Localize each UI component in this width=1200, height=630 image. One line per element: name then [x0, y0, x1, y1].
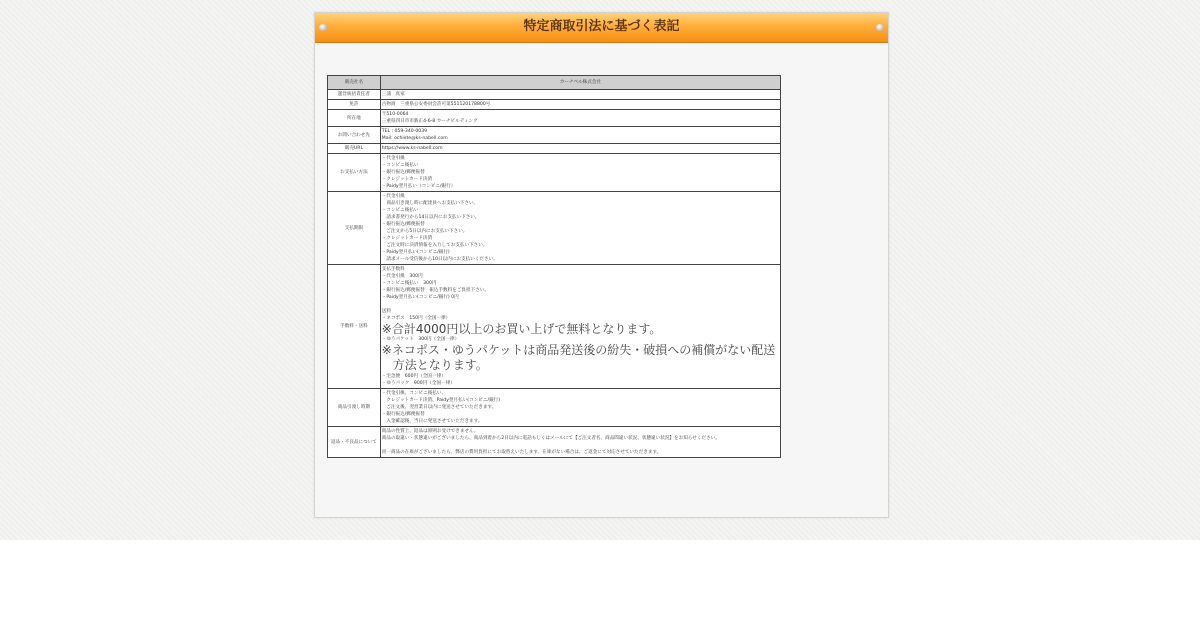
content-panel	[314, 12, 889, 518]
value-line: ご注文時に決済情報を入力してお支払い下さい。	[381, 243, 488, 248]
value-line: ご注文から5日以内にお支払い下さい。	[381, 229, 468, 234]
row-label: 所在地	[328, 110, 381, 127]
row-value	[380, 265, 780, 389]
row-value	[380, 144, 780, 154]
value-line: クレジットカード決済、Paidy翌月払い(コンビニ/銀行)	[381, 398, 500, 403]
value-line: ・Paidy翌月払い(コンビニ/銀行)	[381, 250, 450, 255]
row-value	[380, 427, 780, 458]
value-line: ・コンビニ後払い	[381, 163, 419, 168]
table-row	[328, 192, 781, 265]
value-line: 商品引き渡し時に配達員へお支払い下さい。	[381, 201, 479, 206]
value-line: 商品の取違い・状態違いがございましたら、商品到着から2日以内に電話もしくはメールにて【ご注文者名、商品間違い状況、状態違い状況】をお知らせください。	[381, 436, 720, 441]
header-label: 販売社名	[328, 76, 381, 90]
value-line: ・ゆうパック 900円（全国一律）	[381, 381, 455, 386]
row-label: 手数料・送料	[328, 265, 381, 389]
value-line: ・銀行振込/郵便振替	[381, 170, 425, 175]
row-value	[380, 192, 780, 265]
value-line: ・代金引換	[381, 156, 405, 161]
value-line: 入金確認後、当日に発送させていただきます。	[381, 419, 483, 424]
table-header-row	[328, 76, 781, 90]
table-row	[328, 100, 781, 110]
row-label: 免許	[328, 100, 381, 110]
value-line: ・代金引換 300円	[381, 274, 423, 279]
value-line: ・宅急便 600円（全国一律）	[381, 374, 446, 379]
row-value	[380, 110, 780, 127]
value-line: ・Paidy翌月払い（コンビニ/銀行）	[381, 184, 456, 189]
table-row	[328, 427, 781, 458]
value-line: 古物商 三重県公安委員会許可第551120178800号	[381, 102, 491, 107]
compensation-note: ※ネコポス・ゆうパケットは商品発送後の紛失・破損への補償がない配送方法となります。	[381, 343, 776, 372]
value-line: ・クレジットカード決済	[381, 236, 433, 241]
value-line: ・ゆうパケット 300円（全国一律）	[381, 337, 460, 342]
table-row	[328, 154, 781, 192]
row-label: 支払期限	[328, 192, 381, 265]
row-value	[380, 100, 780, 110]
header-value: カーナベル株式会社	[380, 76, 780, 90]
page-title: 特定商取引法に基づく表記	[523, 19, 680, 34]
row-label: 運営統括責任者	[328, 90, 381, 100]
value-line: ご注文後、翌営業日以内に発送させていただきます。	[381, 405, 497, 410]
value-line: ・Paidy翌月払い(コンビニ/銀行) 0円	[381, 295, 459, 300]
row-value	[380, 389, 780, 427]
value-line: 支払手数料	[381, 267, 405, 272]
info-table	[327, 75, 781, 458]
value-line: Mail: ochiete@ks-nabell.com	[381, 136, 448, 141]
row-label: 販売URL	[328, 144, 381, 154]
line-gap	[382, 301, 779, 308]
title-bar	[315, 13, 888, 43]
value-line: 請求メール受信後から10日以内にお支払いください。	[381, 257, 498, 262]
value-line: 三浦 真家	[381, 92, 405, 97]
value-line: 〒510-0064	[381, 112, 409, 117]
value-line: https://www.ks-nabell.com	[381, 146, 443, 151]
value-line: ・クレジットカード決済	[381, 177, 433, 182]
row-label: お支払い方法	[328, 154, 381, 192]
value-line: ・銀行振込/郵便振替	[381, 412, 425, 417]
value-line: 同一商品の在庫がございましたら、弊店の費用負担にてお取替えいたします。在庫がない場合は、ご返金にて対応させていただきます。	[381, 450, 662, 455]
row-label: お問い合わせ先	[328, 127, 381, 144]
value-line: 送料	[381, 309, 391, 314]
free-shipping-note: ※合計4000円以上のお買い上げで無料となります。	[381, 322, 662, 336]
table-row	[328, 389, 781, 427]
value-line: TEL : 059-340-0039	[381, 129, 428, 134]
value-line: ・コンビニ後払い 300円	[381, 281, 437, 286]
line-gap	[382, 442, 779, 449]
value-line: ・代金引換、コンビニ後払い、	[381, 391, 447, 396]
bullet-right-icon	[876, 24, 884, 31]
value-line: 商品の性質上、返品は原則お受けできません。	[381, 429, 479, 434]
table-row	[328, 110, 781, 127]
row-value	[380, 90, 780, 100]
value-line: ・銀行振込/郵便振替 振込手数料をご負担下さい。	[381, 288, 489, 293]
row-value	[380, 127, 780, 144]
table-row	[328, 265, 781, 389]
row-value	[380, 154, 780, 192]
value-line: ・代金引換	[381, 194, 405, 199]
value-line: ・銀行振込/郵便振替	[381, 222, 425, 227]
value-line: ・ネコポス 150円（全国一律）	[381, 316, 451, 321]
table-row	[328, 127, 781, 144]
value-line: ・コンビニ後払い	[381, 208, 419, 213]
row-label: 商品引渡し時期	[328, 389, 381, 427]
value-line: 三重県四日市市新正4-6-8 カーナビルディング	[381, 119, 478, 124]
row-label: 返品・不良品について	[328, 427, 381, 458]
table-row	[328, 144, 781, 154]
table-row	[328, 90, 781, 100]
value-line: 請求書発行から14日以内にお支払い下さい。	[381, 215, 480, 220]
